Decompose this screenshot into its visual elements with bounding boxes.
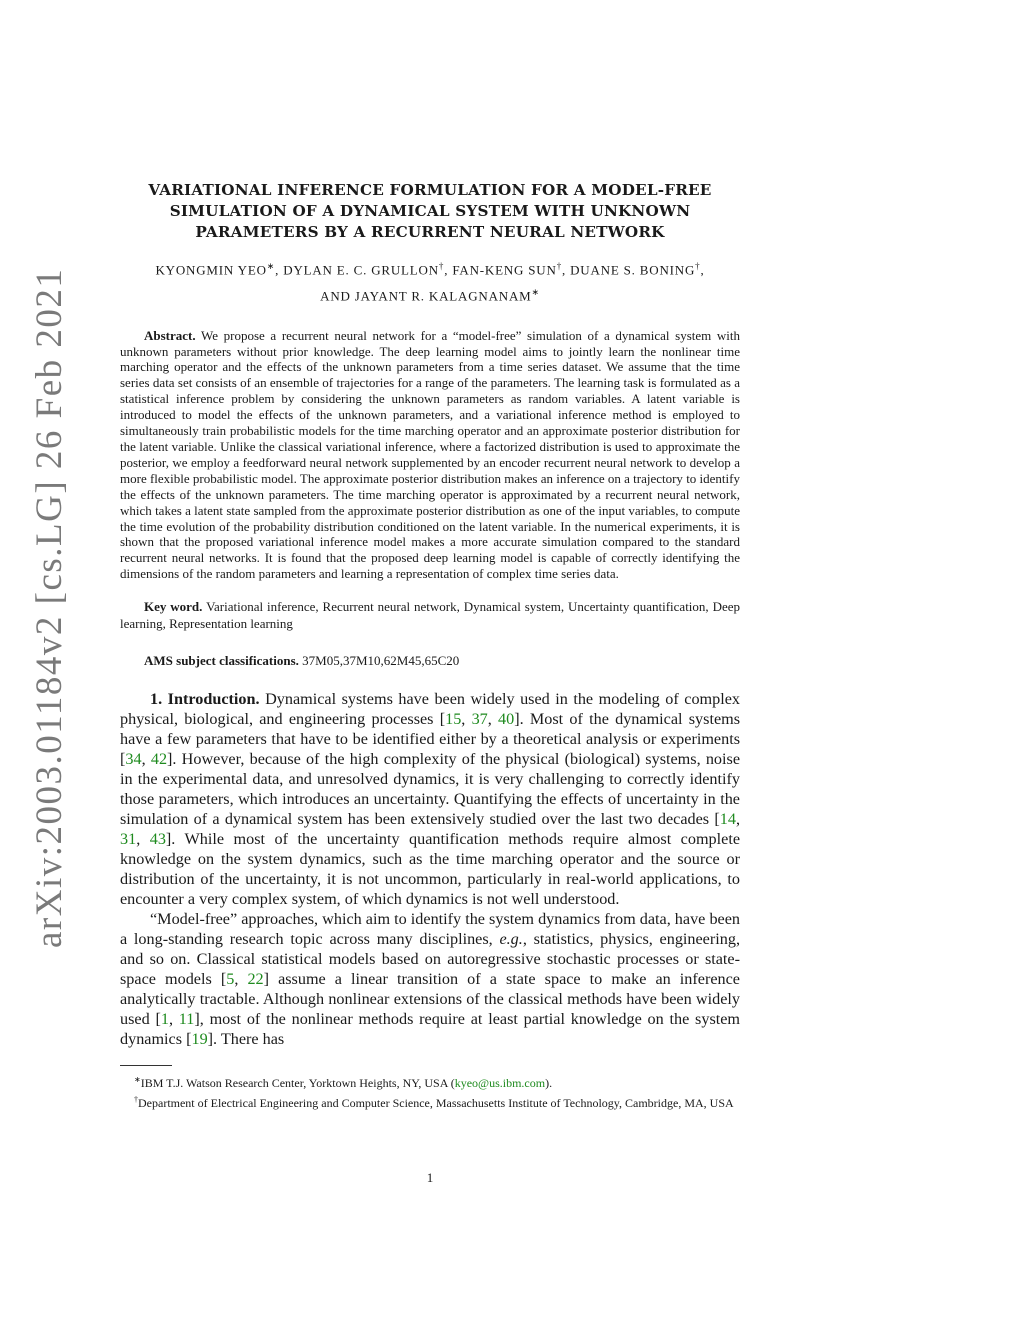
footnote-text: Department of Electrical Engineering and Computer Science, Massachusetts Institute of Technology, Cambridge, MA, USA [138,1095,734,1110]
citation-link[interactable]: 40 [498,710,515,729]
affiliation-mark: † [695,261,701,271]
text-run: , [234,970,248,989]
text-run: ]. Most of the dynamical systems have a few parameters that have to be identified either by a theoretical analysis or experiments [ [120,710,741,769]
text-run: ]. While most of the uncertainty quantification methods require almost complete knowledge on the system dynamics, such as the time marching operator and the source or distribution of the uncertainty, it is not uncommon, particularly in real-world applications, to encounter a very complex system, of which dynamics is not well understood. [120,830,740,909]
text-run: , [136,830,150,849]
footnote-mark: ∗ [134,1075,141,1085]
citation-link[interactable]: 37 [471,710,488,729]
citation-link[interactable]: 22 [247,970,264,989]
intro-paragraph-1 [120,689,740,909]
footnote-text: ). [545,1076,553,1091]
ams-label: AMS subject classifications. [144,653,299,669]
keywords-label: Key word. [144,599,203,615]
text-run: Dynamical systems have been widely used in the modeling of complex physical, biological, and engineering processes [ [120,690,741,729]
arxiv-identifier-stamp: arXiv:2003.01184v2 [cs.LG] 26 Feb 2021 [29,267,70,948]
citation-link[interactable]: 42 [150,750,168,769]
abstract [120,328,740,583]
text-run: ]. However, because of the high complexity of the physical (biological) systems, noise in the experimental data, and unresolved dynamics, it is very challenging to correctly identify those parameters, which introduces an uncertainty. Quantifying the effects of uncertainty in the simulation of a dynamical system has been extensively studied over the last two decades [ [120,750,740,829]
affiliation-mark: † [438,261,445,271]
abstract-label: Abstract. [144,327,196,343]
affiliation-mark: ∗ [531,287,540,298]
citation-link[interactable]: 15 [445,710,462,729]
text-run: ], most of the nonlinear methods require at least partial knowledge on the system dynamics [ [120,1010,741,1049]
ams-classifications [120,652,740,669]
text-run: ] assume a linear transition of a state space to make an inference analytically tractable. Although nonlinear extensions of the classical methods have been widely used [ [120,970,740,1029]
affiliation-mark: ∗ [266,261,276,271]
text-run: , [168,1010,179,1029]
text-run: , statistics, physics, engineering, and so on. Classical statistical models based on autoregressive stochastic processes or state-space models [ [120,930,740,989]
footnote-divider [120,1065,172,1066]
keywords [120,598,740,632]
citation-link[interactable]: 14 [719,810,736,829]
author-list: KYONGMIN YEO∗, DYLAN E. C. GRULLON†, FAN-KENG SUN†, DUANE S. BONING†, AND JAYANT R. KALAGNANAM∗ [155,261,705,304]
citation-link[interactable]: 34 [125,750,142,769]
footnotes [120,1072,740,1111]
text-run: , [141,750,151,769]
footnote-text: IBM T.J. Watson Research Center, Yorktown Heights, NY, USA ( [140,1076,455,1091]
citation-link[interactable]: 11 [178,1010,195,1029]
ams-codes: 37M05,37M10,62M45,65C20 [302,653,460,669]
title-line: PARAMETERS BY A RECURRENT NEURAL NETWORK [195,223,665,241]
text-run: “Model-free” approaches, which aim to identify the system dynamics from data, have been a long-standing research topic across many disciplines, [120,910,740,949]
footnote-mark: † [134,1094,138,1104]
author-name: KYONGMIN YEO [155,262,267,278]
title-line: SIMULATION OF A DYNAMICAL SYSTEM WITH UNKNOWN [169,202,691,220]
intro-paragraph-2 [120,909,740,1049]
paper-title [120,180,740,243]
citation-link[interactable]: 31 [120,830,137,849]
title-line: VARIATIONAL INFERENCE FORMULATION FOR A MODEL-FREE [148,181,712,199]
email-link[interactable]: kyeo@us.ibm.com [454,1076,546,1091]
footnote-ibm [120,1072,740,1092]
text-run: , [735,810,740,829]
paper-page [120,180,741,1185]
text-run: , [487,710,499,729]
author-conjunction: AND [320,288,351,304]
keywords-text: Variational inference, Recurrent neural network, Dynamical system, Uncertainty quantification, Deep learning, Representation learning [120,599,740,632]
citation-link[interactable]: 1 [160,1010,169,1029]
author-name: FAN-KENG SUN [452,262,557,278]
affiliation-mark: † [556,261,562,271]
author-name: DYLAN E. C. GRULLON [283,262,439,278]
page-number: 1 [426,1170,434,1185]
section-heading: 1. Introduction. [150,690,260,709]
citation-link[interactable]: 43 [149,830,166,849]
abstract-text: We propose a recurrent neural network for a “model-free” simulation of a dynamical system with unknown parameters without prior knowledge. The deep learning model aims to jointly learn the nonlinear time marching operator and the effects of the unknown parameters from a time series dataset. We assume that the time series data set consists of an ensemble of trajectories for a range of the parameters. The learning task is formulated as a statistical inference problem by considering the unknown parameters as random variables. A latent variable is introduced to model the effects of the unknown parameters, and a variational inference method is employed to simultaneously train probabilistic models for the time marching operator and an approximate posterior distribution for the latent variable. Unlike the classical variational inference, where a factorized distribution is used to approximate the posterior, we employ a feedforward neural network supplemented by an encoder recurrent neural network to develop a more flexible probabilistic model. The approximate posterior distribution makes an inference on a trajectory to identify the effects of the unknown parameters. The time marching operator is approximated by a recurrent neural network, which takes a latent state sampled from the approximate posterior distribution as one of the input variables, to compute the time evolution of the probability distribution conditioned on the latent variable. In the numerical experiments, it is shown that the proposed variational inference model makes a more accurate simulation compared to the standard recurrent neural networks. It is found that the proposed deep learning model is capable of correctly identifying the dimensions of the random parameters and learning a representation of complex time series data. [120,327,740,582]
author-name: DUANE S. BONING [570,262,696,278]
text-run: , [461,710,472,729]
author-name: JAYANT R. KALAGNANAM [354,288,532,304]
text-run: ]. There has [207,1030,285,1049]
citation-link[interactable]: 5 [226,970,235,989]
footnote-mit [120,1092,740,1112]
text-run-italic: e.g. [499,930,523,949]
citation-link[interactable]: 19 [191,1030,208,1049]
